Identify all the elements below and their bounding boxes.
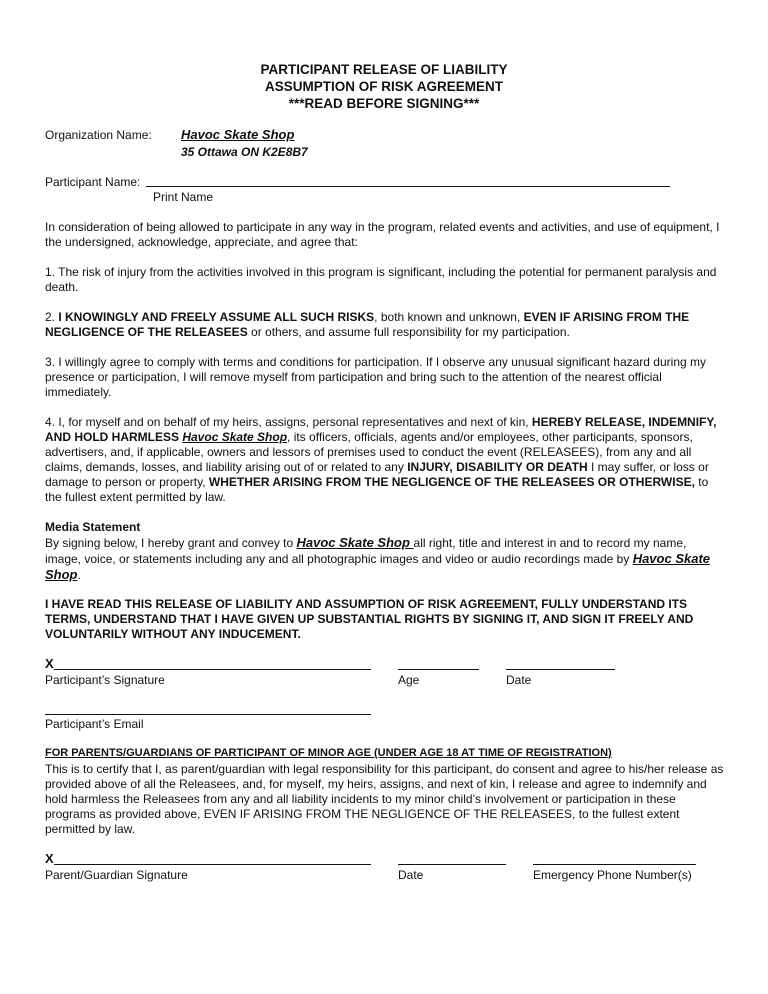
guardian-date-line[interactable] <box>398 864 506 865</box>
date-label: Date <box>506 673 532 687</box>
guardian-text: This is to certify that I, as parent/guardian with legal responsibility for this participant, do consent and agree to his/her release as provided above of all the Releasees, and, for myself, my heirs, assigns, and next of kin, I release and agree to indemnify and hold harmless the Releasees from any and all liability incidents to my minor child’s involvement or participation in these programs as provided above, EVEN IF ARISING FROM THE NEGLIGENCE OF THE RELEASEES, to the fullest extent permitted by law. <box>45 762 724 836</box>
date-line[interactable] <box>506 669 615 670</box>
organization-name: Havoc Skate Shop <box>181 127 295 142</box>
media-statement-heading: Media Statement <box>45 520 141 534</box>
clause-2: 2. I KNOWINGLY AND FREELY ASSUME ALL SUCH RISKS, both known and unknown, EVEN IF ARISING FROM THE NEGLIGENCE OF THE RELEASEES or others, and assume full responsibility for my participation. <box>45 310 690 339</box>
age-label: Age <box>398 673 420 687</box>
participant-signature-line[interactable] <box>54 669 371 670</box>
guardian-x-mark: X <box>45 851 54 866</box>
organization-address: 35 Ottawa ON K2E8B7 <box>181 145 308 159</box>
acknowledgement-paragraph: I HAVE READ THIS RELEASE OF LIABILITY AND ASSUMPTION OF RISK AGREEMENT, FULLY UNDERSTAND ITS TERMS, UNDERSTAND THAT I HAVE GIVEN UP SUBSTANTIAL RIGHTS BY SIGNING IT, AND SIGN IT FREELY AND VOLUNTARILY WITHOUT ANY INDUCEMENT. <box>45 597 694 641</box>
participant-name-line[interactable] <box>146 186 670 187</box>
participant-signature-label: Participant’s Signature <box>45 673 165 687</box>
guardian-signature-label: Parent/Guardian Signature <box>45 868 188 882</box>
media-statement-text: By signing below, I hereby grant and convey to Havoc Skate Shop all right, title and interest in and to record my name, image, voice, or statements including any and all photographic images and video or audio recordings made by Havoc Skate Shop. <box>45 535 711 582</box>
clause-3: 3. I willingly agree to comply with terms and conditions for participation. If I observe any unusual significant hazard during my presence or participation, I will remove myself from participation and bring such to the attention of the nearest official immediately. <box>45 355 706 399</box>
organization-label: Organization Name: <box>45 128 152 142</box>
guardian-heading: FOR PARENTS/GUARDIANS OF PARTICIPANT OF MINOR AGE (UNDER AGE 18 AT TIME OF REGISTRATION) <box>45 747 612 759</box>
guardian-date-label: Date <box>398 868 424 882</box>
title-line-3: ***READ BEFORE SIGNING*** <box>288 96 480 111</box>
participant-name-label: Participant Name: <box>45 175 141 189</box>
clause-4: 4. I, for myself and on behalf of my heirs, assigns, personal representatives and next of kin, HEREBY RELEASE, INDEMNIFY, AND HOLD HARMLESS Havoc Skate Shop, its officers, officials, agents and/or employees, other participants, sponsors, advertisers, and, if applicable, owners and lessors of premises used to conduct the event (RELEASEES), from any and all claims, demands, losses, and liability arising out of or related to any INJURY, DISABILITY OR DEATH I may suffer, or loss or damage to person or property, WHETHER ARISING FROM THE NEGLIGENCE OF THE RELEASEES OR OTHERWISE, to the fullest extent permitted by law. <box>45 415 717 504</box>
participant-x-mark: X <box>45 656 54 671</box>
emergency-phone-label: Emergency Phone Number(s) <box>533 868 692 882</box>
print-name-label: Print Name <box>153 190 214 204</box>
participant-email-line[interactable] <box>45 714 371 715</box>
title-line-2: ASSUMPTION OF RISK AGREEMENT <box>264 79 503 94</box>
emergency-phone-line[interactable] <box>533 864 696 865</box>
guardian-signature-line[interactable] <box>54 864 371 865</box>
intro-paragraph: In consideration of being allowed to participate in any way in the program, related events and activities, and use of equipment, I the undersigned, acknowledge, appreciate, and agree that: <box>45 220 720 249</box>
title-line-1: PARTICIPANT RELEASE OF LIABILITY <box>260 62 508 77</box>
clause-1: 1. The risk of injury from the activities involved in this program is significant, including the potential for permanent paralysis and death. <box>45 265 717 294</box>
participant-email-label: Participant’s Email <box>45 717 144 731</box>
age-line[interactable] <box>398 669 479 670</box>
